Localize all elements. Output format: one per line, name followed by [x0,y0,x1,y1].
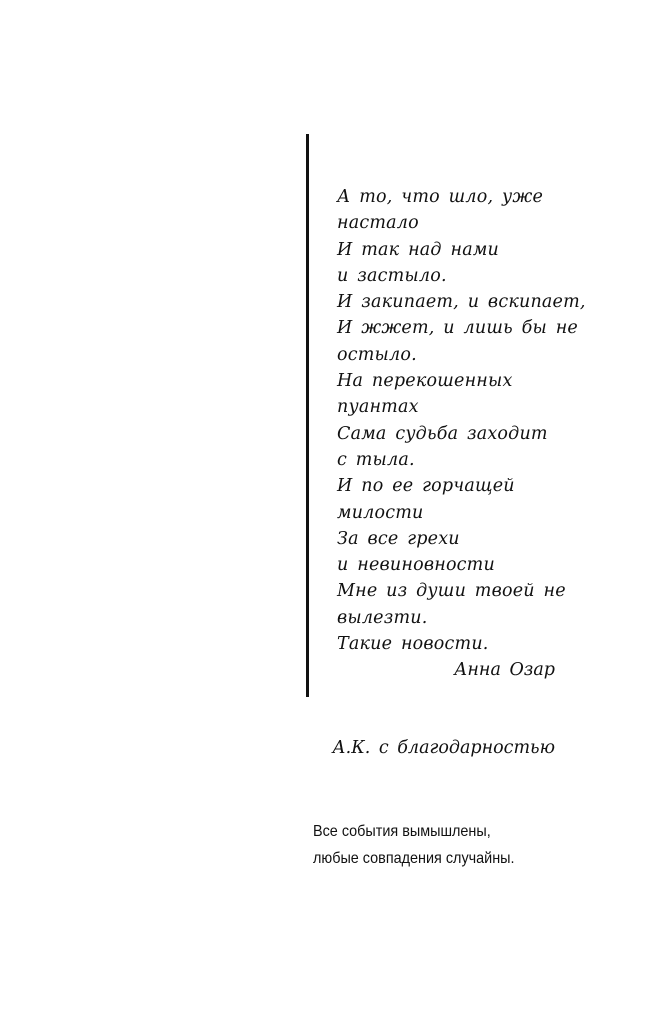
poem-line: и застыло. [337,265,447,286]
dedication-text: А.К. с благодарностью [332,738,555,758]
fiction-disclaimer [313,818,583,872]
disclaimer-line: Все события вымышлены, [313,823,491,840]
poem-line: с тыла. [337,449,415,470]
poem-line: На перекошенных [337,371,513,392]
disclaimer-line: любые совпадения случайны. [313,850,515,867]
poem-author: Анна Озар [454,660,555,680]
vertical-rule [306,134,309,697]
epigraph-poem [337,184,586,657]
poem-line: И так над нами [337,239,500,260]
poem-line: И по ее горчащей [337,476,515,497]
poem-line: вылезти. [337,607,428,628]
poem-line: настало [337,213,419,234]
poem-line: остыло. [337,344,417,365]
poem-line: Сама судьба заходит [337,423,548,444]
poem-line: милости [337,502,424,523]
poem-line: А то, что шло, уже [337,187,544,207]
poem-line: Мне из души твоей не [337,581,566,602]
poem-line: Такие новости. [337,634,489,655]
poem-line: пуантах [337,397,419,418]
poem-line: И жжет, и лишь бы не [337,318,578,339]
poem-line: и невиновности [337,555,495,576]
poem-line: И закипает, и вскипает, [337,292,586,313]
poem-line: За все грехи [337,528,460,549]
